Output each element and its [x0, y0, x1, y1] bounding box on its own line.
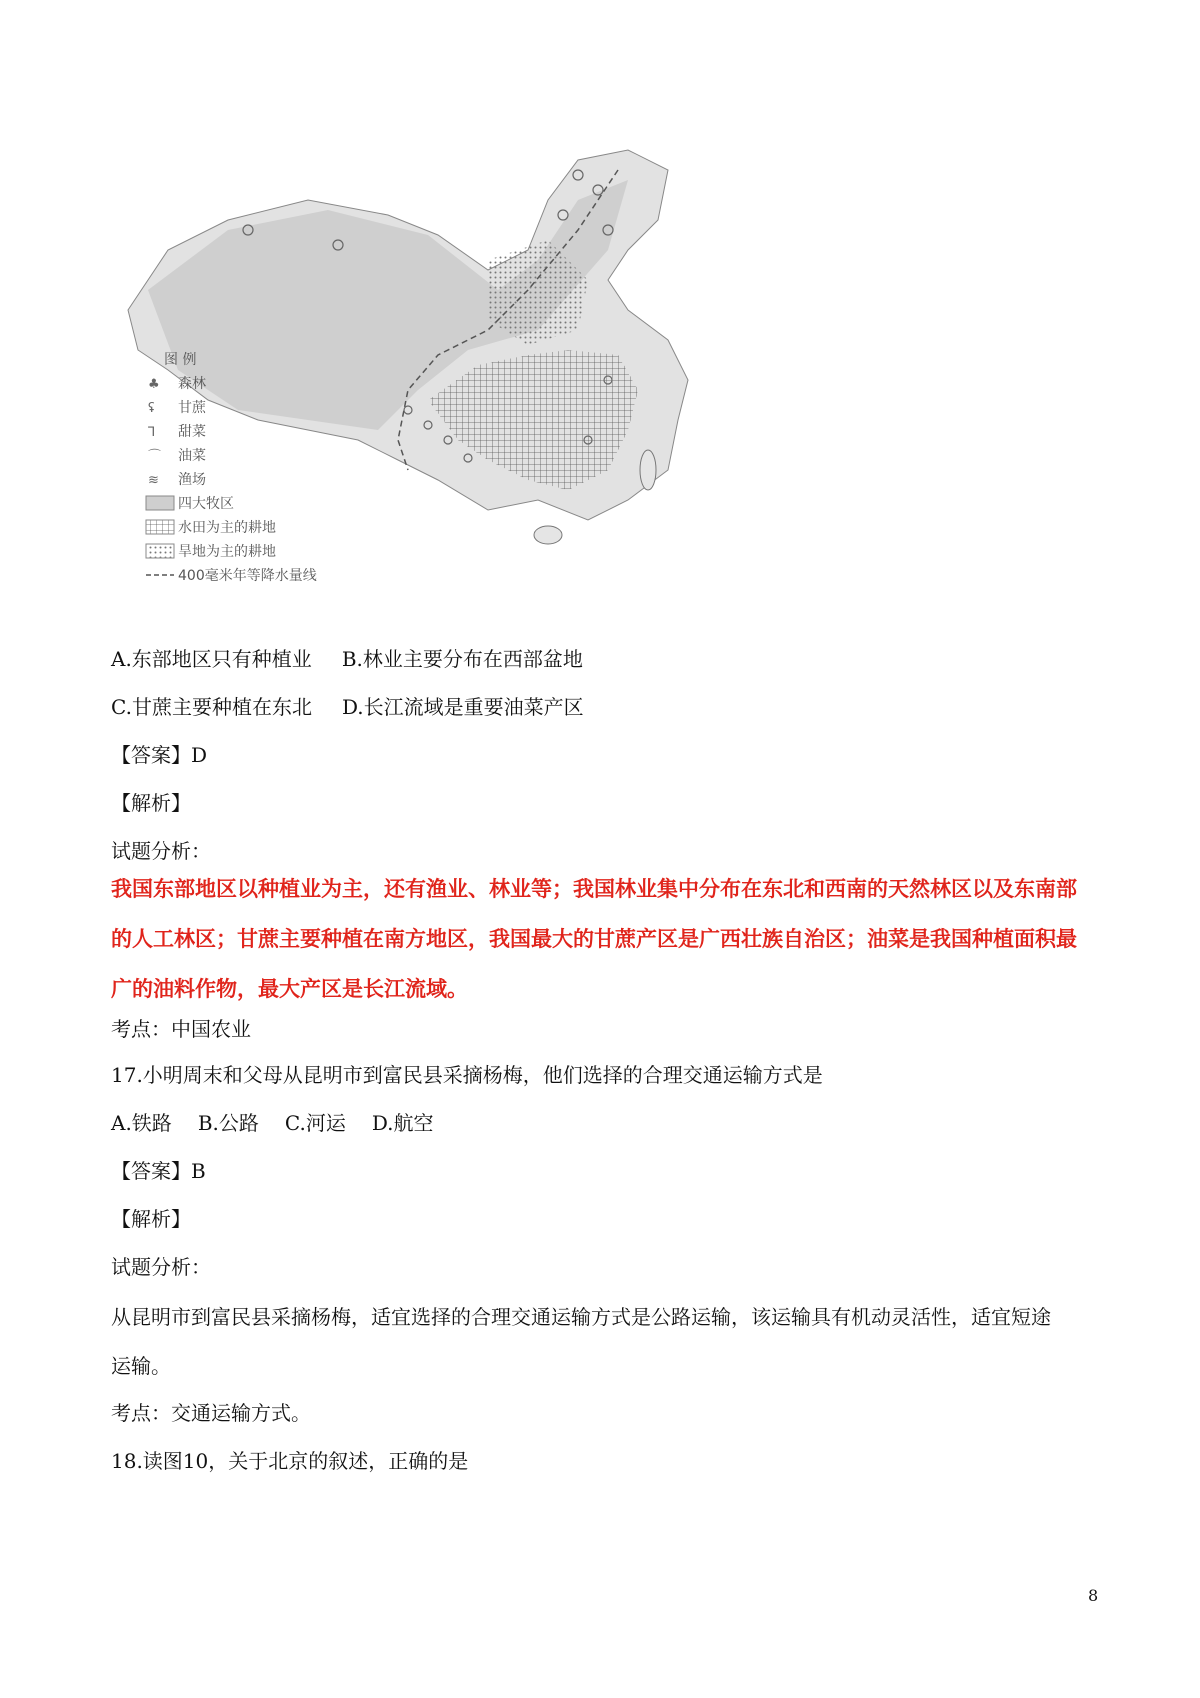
beet-icon: ⅂ — [148, 425, 156, 440]
legend-rapeseed: 油菜 — [178, 448, 206, 464]
q16-point: 考点：中国农业 — [111, 1017, 251, 1041]
rapeseed-icon: ⌒ — [148, 449, 162, 464]
q16-options-row2 — [111, 694, 584, 720]
q17-analysis-head: 【解析】 — [111, 1207, 191, 1231]
legend-title: 图 例 — [164, 352, 197, 368]
legend-fishery: 渔场 — [178, 472, 206, 488]
q16-options-row1 — [111, 646, 583, 672]
q16-answer: 【答案】D — [111, 743, 208, 767]
q16-option-c: C.甘蔗主要种植在东北 — [111, 695, 312, 719]
fishery-icon: ≋ — [148, 473, 159, 488]
q17-answer: 【答案】B — [111, 1159, 206, 1183]
q17-option-c: C.河运 — [284, 1111, 346, 1135]
q17-point: 考点：交通运输方式。 — [111, 1401, 311, 1425]
swatch-grid-icon — [146, 520, 174, 534]
china-agriculture-map — [108, 140, 768, 618]
legend-forest: 森林 — [178, 376, 206, 392]
legend-pastoral: 四大牧区 — [178, 496, 234, 512]
q17-options — [111, 1110, 434, 1136]
q17-analysis-label: 试题分析： — [111, 1255, 211, 1279]
q17-option-a: A.铁路 — [111, 1111, 172, 1135]
q18-question: 18.读图10，关于北京的叙述，正确的是 — [111, 1449, 469, 1473]
q16-option-a: A.东部地区只有种植业 — [111, 647, 312, 671]
q16-option-d: D.长江流域是重要油菜产区 — [341, 695, 584, 719]
q16-analysis-label: 试题分析： — [111, 839, 211, 863]
sugarcane-icon: ʢ — [148, 401, 155, 416]
q16-analysis-line: 广的油料作物，最大产区是长江流域。 — [111, 977, 468, 1001]
legend-sugarcane: 甘蔗 — [178, 400, 206, 416]
q16-analysis-head: 【解析】 — [111, 791, 191, 815]
q17-option-d: D.航空 — [371, 1111, 434, 1135]
legend-dryland: 旱地为主的耕地 — [178, 544, 276, 560]
tree-icon: ♣ — [148, 377, 160, 392]
legend-isohyet: 400毫米年等降水量线 — [178, 568, 317, 584]
q16-option-b: B.林业主要分布在西部盆地 — [341, 647, 583, 671]
page-number: 8 — [1088, 1586, 1099, 1605]
q16-analysis-line: 我国东部地区以种植业为主，还有渔业、林业等；我国林业集中分布在东北和西南的天然林区以及东南部 — [111, 877, 1077, 901]
swatch-gray-icon — [146, 496, 174, 510]
hainan-island — [534, 526, 562, 544]
legend-paddy: 水田为主的耕地 — [178, 520, 276, 536]
q17-analysis-text: 从昆明市到富民县采摘杨梅，适宜选择的合理交通运输方式是公路运输，该运输具有机动灵活性，适宜短途 — [111, 1305, 1051, 1329]
q16-analysis-line: 的人工林区；甘蔗主要种植在南方地区，我国最大的甘蔗产区是广西壮族自治区；油菜是我国种植面积最 — [111, 927, 1077, 951]
q17-question: 17.小明周末和父母从昆明市到富民县采摘杨梅，他们选择的合理交通运输方式是 — [111, 1063, 823, 1087]
taiwan-island — [640, 450, 656, 490]
legend-beet: 甜菜 — [178, 424, 206, 440]
swatch-dots-icon — [146, 544, 174, 558]
q17-analysis-text: 运输。 — [111, 1354, 171, 1378]
q17-option-b: B.公路 — [197, 1111, 259, 1135]
